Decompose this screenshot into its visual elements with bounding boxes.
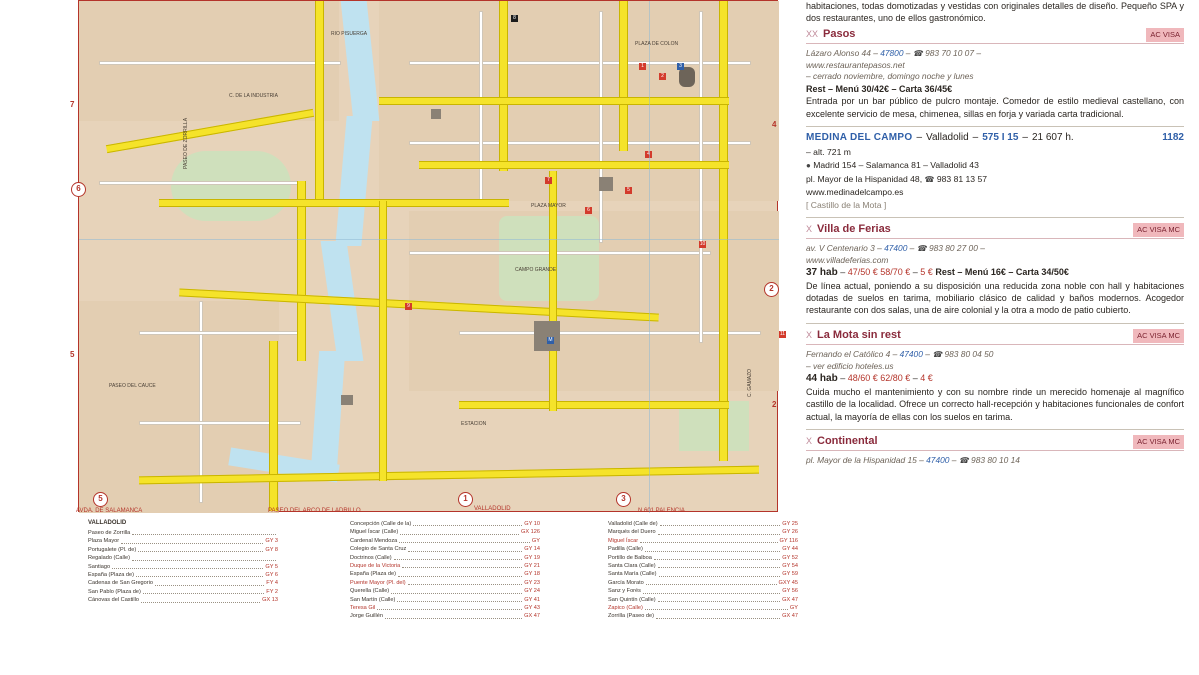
map-code: 575 I 15	[982, 132, 1019, 144]
postcode: 47800	[880, 48, 904, 59]
index-entry-ref: GY 5	[265, 563, 278, 570]
entry-medina-del-campo	[806, 132, 1184, 210]
divider	[806, 43, 1184, 44]
index-entry	[88, 546, 278, 554]
entry-header	[806, 28, 1184, 40]
index-entry-name: Regalado (Calle)	[88, 555, 130, 562]
index-entry	[608, 545, 798, 553]
index-column-title: VALLADOLID	[88, 520, 127, 526]
phone-icon: ☎	[958, 456, 969, 466]
index-leader-dots	[646, 584, 777, 585]
index-leader-dots	[121, 543, 263, 544]
address-text: av. V Centenario 3	[806, 243, 875, 254]
index-entry-name: Santa María (Calle)	[608, 571, 657, 578]
index-leader-dots	[408, 551, 522, 552]
map-poi[interactable]: 3	[677, 63, 684, 70]
index-leader-dots	[658, 534, 781, 535]
map-grid-marker: 1	[458, 492, 473, 507]
index-entry	[608, 596, 798, 604]
map-poi[interactable]: 1	[639, 63, 646, 70]
index-leader-dots	[640, 542, 777, 543]
entry-la-mota	[806, 329, 1184, 423]
index-entry	[350, 604, 540, 612]
index-entry-ref: GY 10	[524, 521, 540, 527]
map-poi[interactable]: M	[548, 337, 553, 343]
entry-address: av. V Centenario 3 – 47400 – ☎ 983 80 27 00 – www.villadeferias.com	[806, 243, 985, 265]
index-entry	[608, 537, 798, 545]
map-street	[479, 11, 483, 203]
index-leader-dots	[138, 551, 263, 552]
index-entry-name: San Pablo (Plaza de)	[88, 588, 141, 595]
town-altitude: – alt. 721 m	[806, 146, 851, 157]
map-street	[459, 331, 761, 335]
map-poi[interactable]: 7	[545, 177, 552, 184]
postcode: 47400	[899, 349, 923, 360]
index-entry-ref: GY 14	[524, 546, 540, 553]
index-entry-ref: GX 47	[524, 613, 540, 620]
index-entry-name: San Quintín (Calle)	[608, 596, 656, 603]
map-label: PLAZA MAYOR	[531, 203, 566, 209]
index-entry-ref: GY 41	[524, 596, 540, 603]
index-entry-name: Marqués del Duero	[608, 529, 656, 536]
entry-price-line: 44 hab – 48/60 € 62/80 € – 4 €	[806, 373, 933, 385]
map-street	[409, 251, 711, 255]
index-column	[88, 520, 278, 605]
phone-icon: ☎	[932, 350, 943, 360]
index-entry-name: Zorrilla (Paseo de)	[608, 613, 655, 620]
office-phone: 983 81 13 57	[936, 173, 988, 184]
index-entry	[88, 588, 278, 596]
map-grid-marker: 3	[616, 492, 631, 507]
index-column	[350, 520, 540, 621]
index-entry-name: España (Plaza de)	[350, 571, 397, 578]
index-entry-name: Duque de la Victoria	[350, 563, 401, 570]
index-entry-name: Teresa Gil	[350, 605, 376, 612]
index-entry-ref: GX 47	[782, 613, 798, 620]
phone: 983 70 10 07	[925, 48, 974, 59]
entry-rest-line: Rest – Menú 16€ – Carta 34/50€	[935, 267, 1069, 278]
map-label: PLAZA DE COLON	[635, 41, 679, 47]
entry-header	[806, 329, 1184, 341]
map-building	[679, 67, 695, 87]
index-entry-name: Doctrinos (Calle)	[350, 554, 392, 561]
index-entry-ref: GY 59	[782, 571, 798, 578]
map-poi[interactable]: 8	[511, 15, 518, 22]
website: www.villadeferias.com	[806, 254, 889, 265]
map-label: CAMPO GRANDE	[515, 267, 557, 273]
index-leader-dots	[398, 576, 522, 577]
map-edge-label: AVDA. DE SALAMANCA	[76, 508, 143, 514]
index-entry-name: Concepción (Calle de la)	[350, 521, 412, 527]
map-main-road	[499, 1, 508, 171]
index-entry	[88, 529, 278, 537]
index-entry-ref: GY 52	[782, 554, 798, 561]
index-entry-ref: GY 18	[524, 571, 540, 578]
index-entry-name: España (Plaza de)	[88, 572, 135, 579]
index-leader-dots	[658, 601, 781, 602]
index-entry-name: Paseo de Zorrilla	[88, 530, 131, 536]
index-entry	[350, 528, 540, 536]
index-leader-dots	[399, 542, 530, 543]
map-main-road	[159, 199, 509, 207]
index-entry	[88, 579, 278, 587]
map-building	[341, 395, 353, 405]
index-entry-name: Portugalete (Pl. de)	[88, 546, 137, 553]
breakfast-price: 5 €	[920, 267, 933, 278]
index-entry-name: Padilla (Calle)	[608, 546, 643, 553]
double-price: 62/80 €	[880, 373, 911, 384]
index-leader-dots	[377, 609, 522, 610]
index-entry-ref: GX 47	[782, 596, 798, 603]
map-label: C. GAMAZO	[747, 368, 753, 397]
index-entry-ref: FY 2	[266, 588, 278, 595]
office-website: www.medinadelcampo.es	[806, 186, 904, 197]
index-leader-dots	[132, 534, 276, 535]
address-text: Fernando el Católico 4	[806, 349, 891, 360]
divider	[806, 217, 1184, 218]
map-park	[171, 151, 291, 221]
index-entry	[608, 570, 798, 578]
index-entry-name: Cadenas de San Gregorio	[88, 580, 153, 587]
map-poi[interactable]: 6	[585, 207, 592, 214]
index-entry-ref: GY 54	[782, 563, 798, 570]
index-entry	[350, 612, 540, 620]
map-main-road	[269, 341, 278, 511]
map-main-road	[297, 181, 306, 361]
map-poi[interactable]: 11	[779, 331, 786, 337]
entry-villa-de-ferias	[806, 223, 1184, 317]
city-map: 1 2 3 5 6 7 8 9 10 11 M PASEO DE ZORRILLA C. DE LA INDUSTRIA PLAZA MAYOR CAMPO GRANDE PASEO DEL CAUCE C. GAMAZO RIO PISUERGA PLAZA DE COLON ESTACION 6 5 1 3 2 AVDA. DE SALAMANCA PASEO DEL ARCO DE LADRILLO VALLADOLID N 601 PALENCIA 7 5 4 2	[78, 0, 778, 512]
room-count: 37 hab	[806, 267, 838, 279]
index-leader-dots	[112, 568, 263, 569]
map-grid-marker: 2	[764, 282, 779, 297]
index-entry-name: San Martín (Calle)	[350, 596, 396, 603]
index-entry	[608, 554, 798, 562]
index-entry-ref: GY 116	[779, 537, 798, 544]
entry-price-line: 37 hab – 47/50 € 58/70 € – 5 € Rest – Menú 16€ – Carta 34/50€	[806, 267, 1069, 279]
index-entry-ref: GY 25	[782, 521, 798, 527]
town-name: MEDINA DEL CAMPO	[806, 132, 913, 144]
map-street	[699, 11, 703, 343]
index-entry-ref: FY 4	[266, 580, 278, 587]
map-gridline	[79, 239, 779, 240]
stars-icon: XX	[806, 28, 819, 39]
index-leader-dots	[136, 576, 263, 577]
index-entry	[88, 554, 278, 562]
intro-paragraph: habitaciones, todas domotizadas y vestidas con originales detalles de diseño. Pequeño SPA y dos restaurantes, uno de ellos gastronómico.	[806, 1, 1184, 24]
entry-continental	[806, 435, 1184, 467]
entry-address: Lázaro Alonso 44 – 47800 – ☎ 983 70 10 07 – www.restaurantepasos.net	[806, 48, 981, 70]
map-main-road	[379, 201, 387, 481]
divider	[806, 344, 1184, 345]
index-leader-dots	[155, 585, 264, 586]
town-office	[806, 173, 1184, 198]
index-leader-dots	[400, 534, 519, 535]
town-sights: [ Castillo de la Mota ]	[806, 199, 887, 210]
map-edge-label: VALLADOLID	[474, 506, 511, 512]
index-entry	[350, 520, 540, 528]
index-entry-ref: GY 26	[782, 529, 798, 536]
index-entry	[350, 587, 540, 595]
map-main-road	[315, 1, 324, 201]
map-building	[599, 177, 613, 191]
index-entry-name: Santa Clara (Calle)	[608, 563, 656, 570]
credit-card-badge: AC VISA MC	[1133, 435, 1184, 449]
index-leader-dots	[413, 525, 522, 526]
index-leader-dots	[397, 601, 522, 602]
office-address: pl. Mayor de la Hispanidad 48,	[806, 173, 923, 184]
index-entry-name: Miguel Íscar	[608, 537, 639, 544]
map-street	[99, 181, 301, 185]
map-building	[534, 321, 560, 351]
divider	[806, 238, 1184, 239]
index-leader-dots	[658, 567, 781, 568]
index-entry-ref: GXY 45	[778, 579, 798, 586]
index-entry-ref: GY	[531, 537, 540, 544]
index-entry-ref: GX 13	[262, 597, 278, 604]
index-entry-name: Colegio de Santa Cruz	[350, 546, 407, 553]
entry-address: Fernando el Católico 4 – 47400 – ☎ 983 80 04 50 – ver edificio hoteles.us	[806, 349, 994, 371]
map-main-road	[379, 97, 729, 105]
index-leader-dots	[394, 559, 523, 560]
index-entry-ref: GY	[789, 605, 798, 612]
index-leader-dots	[132, 560, 276, 561]
phone-icon: ☎	[916, 244, 927, 254]
stars-icon: X	[806, 329, 813, 340]
index-leader-dots	[402, 567, 522, 568]
double-price: 58/70 €	[880, 267, 911, 278]
map-street	[599, 11, 603, 243]
index-entry-ref: GY 23	[524, 579, 540, 586]
entry-name: Pasos	[823, 27, 856, 40]
entry-description: De línea actual, poniendo a su disposición una reducida zona noble con hall y habitaciones dotadas de suelos en tarima, mobiliario clásico de calidad y baños modernos. Acogedor restaurante con dos salas, una de aire colonial y la otra a modo de patio cubierto.	[806, 280, 1184, 316]
credit-card-badge: AC VISA MC	[1133, 223, 1184, 237]
index-entry-name: Jorge Guillén	[350, 613, 383, 620]
entry-address: pl. Mayor de la Hispanidad 15 – 47400 – ☎ 983 80 10 14	[806, 455, 1020, 466]
index-entry-name: García Morato	[608, 579, 644, 586]
entry-name: Villa de Ferias	[817, 222, 891, 235]
entry-name: Continental	[817, 435, 878, 448]
map-label: PASEO DE ZORRILLA	[183, 117, 189, 169]
entry-description: Cuida mucho el mantenimiento y con su nombre rinde un merecido homenaje al magnífico castillo de la localidad. Ofrece un correcto hall-recepción y habitaciones funcionales de confort actual, la mayoría de ellas con los suelos en tarima.	[806, 386, 1184, 422]
index-entry	[350, 570, 540, 578]
index-leader-dots	[656, 618, 780, 619]
credit-card-badge: AC VISA	[1146, 28, 1184, 42]
index-entry-name: Valladolid (Calle de)	[608, 521, 658, 527]
index-entry	[608, 587, 798, 595]
map-frame	[78, 0, 786, 512]
index-entry	[350, 596, 540, 604]
index-entry-name: Querella (Calle)	[350, 588, 390, 595]
single-price: 48/60 €	[847, 373, 878, 384]
index-leader-dots	[643, 593, 780, 594]
divider	[806, 450, 1184, 451]
stars-icon: X	[806, 436, 813, 447]
index-entry-name: Puente Mayor (Pl. del)	[350, 579, 406, 586]
divider	[806, 429, 1184, 430]
index-entry-name: Sanz y Forés	[608, 588, 641, 595]
index-leader-dots	[408, 584, 523, 585]
entry-note: – cerrado noviembre, domingo noche y lunes	[806, 71, 974, 82]
map-gridline	[649, 1, 650, 513]
map-poi[interactable]: 5	[625, 187, 632, 194]
index-entry	[608, 604, 798, 612]
room-count: 44 hab	[806, 373, 838, 385]
map-main-road	[619, 1, 628, 151]
map-main-road	[459, 401, 729, 409]
map-edge-label: PASEO DEL ARCO DE LADRILLO	[268, 508, 361, 514]
address-text: pl. Mayor de la Hispanidad 15	[806, 455, 917, 466]
divider	[806, 323, 1184, 324]
index-leader-dots	[143, 593, 264, 594]
town-province: Valladolid	[926, 132, 969, 144]
index-entry	[608, 562, 798, 570]
entry-header	[806, 223, 1184, 235]
index-leader-dots	[660, 525, 781, 526]
note-text: ver edificio hoteles.us	[813, 360, 894, 371]
address-text: Lázaro Alonso 44	[806, 48, 871, 59]
index-entry	[88, 596, 278, 604]
map-street	[99, 61, 341, 65]
map-poi[interactable]: 9	[405, 303, 412, 310]
index-entry-ref: GY 6	[265, 572, 278, 579]
index-entry	[350, 537, 540, 545]
altitude-text: alt. 721 m	[813, 146, 851, 157]
index-entry-ref: GY 56	[782, 588, 798, 595]
map-street	[139, 331, 301, 335]
index-entry	[88, 537, 278, 545]
index-leader-dots	[385, 618, 522, 619]
index-entry-name: Miguel Íscar (Calle)	[350, 529, 399, 536]
map-poi[interactable]: 10	[699, 241, 706, 247]
index-entry	[608, 579, 798, 587]
town-header: MEDINA DEL CAMPO – Valladolid – 575 I 15 – 21 607 h. 1182	[806, 132, 1184, 144]
index-entry-ref: GY 3	[265, 538, 278, 545]
index-entry-name: Cánovas del Castillo	[88, 597, 139, 604]
index-entry-ref: GY 44	[782, 546, 798, 553]
map-label: RIO PISUERGA	[331, 31, 368, 37]
map-grid-marker: 5	[93, 492, 108, 507]
index-entry-ref: GY 8	[265, 546, 278, 553]
index-entry-name: Cardenal Mendoza	[350, 537, 398, 544]
map-label: C. DE LA INDUSTRIA	[229, 93, 278, 99]
index-leader-dots	[645, 551, 780, 552]
entry-pasos	[806, 28, 1184, 120]
index-leader-dots	[391, 593, 522, 594]
postcode: 47400	[884, 243, 908, 254]
roads-text: Madrid 154 – Salamanca 81 – Valladolid 43	[813, 159, 979, 170]
website: www.restaurantepasos.net	[806, 59, 905, 70]
entry-name: La Mota sin rest	[817, 328, 901, 341]
index-entry	[88, 563, 278, 571]
map-label: ESTACION	[461, 421, 487, 427]
index-entry-ref: GY 21	[524, 563, 540, 570]
index-entry-ref: GY 19	[524, 554, 540, 561]
index-leader-dots	[645, 609, 788, 610]
entry-rest-line: Rest – Menú 30/42€ – Carta 36/45€	[806, 84, 953, 94]
phone: 983 80 27 00	[928, 243, 978, 254]
index-entry-ref: GY 43	[524, 605, 540, 612]
map-main-road	[419, 161, 729, 169]
credit-card-badge: AC VISA MC	[1133, 329, 1184, 343]
map-grid-marker: 6	[71, 182, 86, 197]
sights-text: Castillo de la Mota	[810, 199, 882, 210]
divider	[806, 126, 1184, 127]
map-main-road	[719, 1, 728, 461]
index-entry	[608, 528, 798, 536]
note-text: cerrado noviembre, domingo noche y lunes	[813, 71, 974, 82]
index-entry	[350, 554, 540, 562]
phone: 983 80 10 14	[971, 455, 1020, 466]
population: 21 607 h.	[1031, 132, 1074, 144]
map-edge-label: N 601 PALENCIA	[638, 508, 685, 514]
index-entry	[350, 579, 540, 587]
index-entry	[88, 571, 278, 579]
index-entry-name: Plaza Mayor	[88, 538, 120, 545]
entry-description: Entrada por un bar público de pulcro montaje. Comedor de estilo medieval castellano, con excelente servicio de mesa, chimenea, sillas en forja y variada carta tradicional.	[806, 96, 1184, 119]
guide-text-column	[806, 0, 1184, 675]
index-entry	[608, 612, 798, 620]
breakfast-price: 4 €	[920, 373, 933, 384]
index-entry-ref: GY 24	[524, 588, 540, 595]
index-entry-ref: GX 126	[521, 529, 540, 536]
phone-icon: ☎	[924, 174, 935, 184]
map-poi[interactable]: 2	[659, 73, 666, 80]
phone-icon: ☎	[912, 49, 923, 59]
entry-header	[806, 435, 1184, 447]
page-ref: 1182	[1162, 132, 1184, 144]
index-entry	[608, 520, 798, 528]
index-entry-name: Santiago	[88, 563, 111, 570]
road-icon: ●	[806, 160, 811, 170]
town-roads	[806, 159, 1184, 172]
index-entry	[350, 562, 540, 570]
index-entry-name: Portillo de Balboa	[608, 554, 652, 561]
index-leader-dots	[141, 602, 260, 603]
index-entry-name: Zapico (Calle)	[608, 605, 643, 612]
street-index	[78, 520, 798, 670]
stars-icon: X	[806, 223, 813, 234]
index-entry	[350, 545, 540, 553]
phone: 983 80 04 50	[944, 349, 994, 360]
index-column	[608, 520, 798, 621]
postcode: 47400	[926, 455, 950, 466]
index-leader-dots	[659, 576, 781, 577]
map-building	[431, 109, 441, 119]
map-label: PASEO DEL CAUCE	[109, 383, 156, 389]
single-price: 47/50 €	[847, 267, 878, 278]
index-leader-dots	[654, 559, 780, 560]
